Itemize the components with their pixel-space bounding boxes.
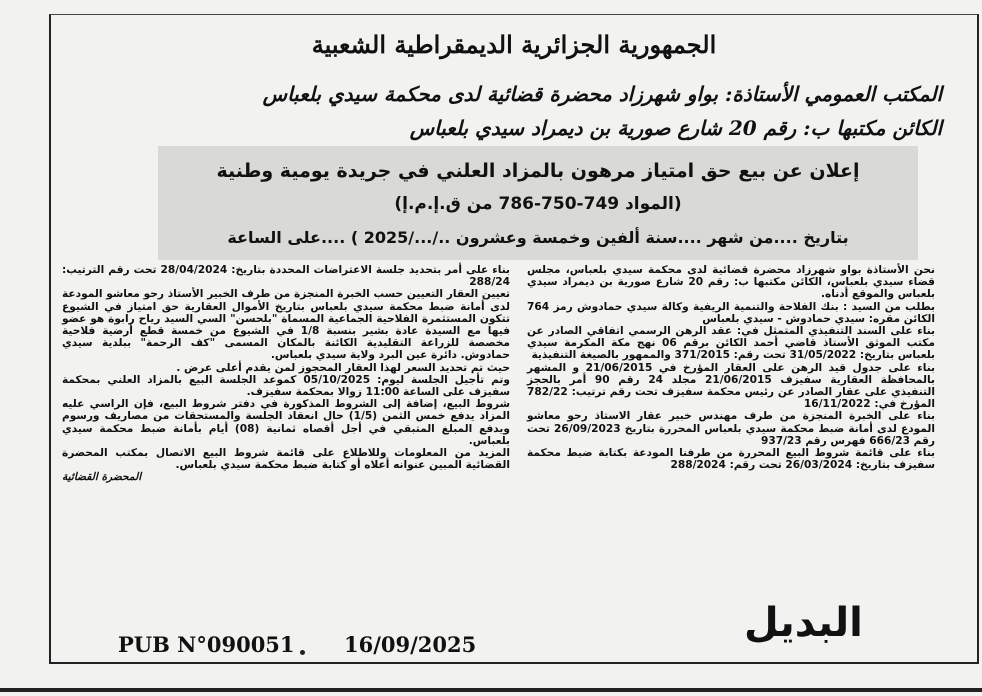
publication-date: 16/09/2025 bbox=[344, 632, 477, 657]
footer-rule bbox=[905, 662, 979, 664]
footer-rule bbox=[480, 662, 730, 664]
paragraph: بناء على السند التنفيذي المتمثل في: عقد الرهن الرسمي اتفاقي الصادر عن مكتب الموثق الأستاذ قاضي أحمد الكائن برقم 06 نهج مكة المكرمة سيدي بلعباس بتاريخ: 31/05/2022 تحت رقم: 371/2015 والممهور بالصيغة التنفيذية bbox=[527, 325, 935, 362]
notice-right-column bbox=[527, 264, 935, 471]
ad-articles: (المواد 749-750-786 من ق.إ.م.إ) bbox=[394, 194, 682, 214]
address-line: الكائن مكتبها ب: رقم 20 شارع صورية بن ديمراد سيدي بلعباس bbox=[409, 116, 942, 140]
bottom-rule bbox=[0, 688, 982, 692]
ad-title: إعلان عن بيع حق امتياز مرهون بالمزاد العلني في جريدة يومية وطنية bbox=[216, 160, 860, 182]
paragraph: بناء على قائمة شروط البيع المحررة من طرفنا المودعة بكتابة ضبط محكمة سفيزف بتاريخ: 26/03/2024 تحت رقم: 288/2024 bbox=[527, 447, 935, 472]
paragraph: بناء على أمر بتحديد جلسة الاعتراضات المحددة بتاريخ: 28/04/2024 تحت رقم الترتيب: 288/24 bbox=[62, 264, 511, 289]
paragraph: شروط البيع، إضافة إلى الشروط المذكورة في دفتر شروط البيع، فإن الراسي عليه المزاد يدفع خمس الثمن (1/5) حال انعقاد الجلسة والمستحقات من مصاريف ورسوم ويدفع المبلغ المتبقي في أجل أقصاه ثمانية (08) أيام بأمانة ضبط محكمة سيدي بلعباس. bbox=[62, 398, 510, 447]
notice-left-column bbox=[62, 264, 510, 484]
paragraph: حيث تم تحديد السعر لهذا العقار المحجوز لمن يقدم أعلى عرض . bbox=[176, 361, 510, 374]
office-line: المكتب العمومي الأستاذة: بواو شهرزاد محضرة قضائية لدى محكمة سيدي بلعباس bbox=[262, 82, 942, 106]
signature: المحضرة القضائية bbox=[62, 471, 142, 484]
paragraph: تعيين العقار التعيين حسب الخبرة المنجزة من طرف الخبير الأستاذ رحو معاشو المودعة لدى أمانة ضبط محكمة سيدي بلعباس بتاريخ الأموال العقارية حق امتياز في الشيوع تتكون المستثمرة الفلاحية الجماعية المسماة "بلحسن" السي السيد رياح رابوة هو عضو فيها مع السيدة عادة بشير بنسبة 1/8 في الشيوع من خمسة قطع أرضية فلاحية مخصصة للزراعة التقليدية الكائنة بالمكان المسمى "كف الرحمة" ببلدية سيدي حمادوش. دائرة عين البرد ولاية سيدي بلعباس. bbox=[62, 288, 511, 362]
republic-heading: الجمهورية الجزائرية الديمقراطية الشعبية bbox=[311, 30, 717, 59]
pub-number: PUB N°090051 bbox=[118, 632, 295, 657]
paragraph: بطلب من السيد : بنك الفلاحة والتنمية الريفية وكالة سيدي حمادوش رمز 764 الكائن مقره: سيدي حمادوش - سيدي بلعباس bbox=[527, 300, 935, 325]
ad-date-line: بتاريخ ....من شهر ....سنة ألفين وخمسة وعشرون ../.../2025 ) ....على الساعة bbox=[227, 228, 849, 247]
separator-dot bbox=[300, 650, 305, 655]
newspaper-name: البديل bbox=[744, 600, 863, 646]
paragraph: بناء على جدول قيد الرهن على العقار المؤرخ في 21/06/2015 و المشهر بالمحافظة العقارية سفيزف 21/06/2015 مجلد 24 رقم 90 أمر بالحجز التنفيذي على عقار الصادر عن رئيس محكمة سفيزف تحت رقم ترتيب: 782/22 المؤرخ في: 16/11/2022 bbox=[527, 361, 935, 411]
paragraph: بناء على الخبرة المنجزة من طرف مهندس خبير عقار الاستاذ رحو معاشو المودع لدى أمانة ضبط محكمة سيدي بلعباس المحررة بتاريخ 26/09/2023 تحت رقم 666/23 فهرس رقم 937/23 bbox=[527, 410, 936, 447]
paragraph: المزيد من المعلومات وللاطلاع على قائمة شروط البيع الاتصال بمكتب المحضرة القضائية المبين عنوانه أعلاه أو كتابة ضبط محكمة سيدي بلعباس. bbox=[62, 447, 510, 472]
footer-rule bbox=[49, 662, 97, 664]
paragraph: نحن الأستاذة بواو شهرزاد محضرة قضائية لدى محكمة سيدي بلعباس، مجلس قضاء سيدي بلعباس، الكائن مكتبها ب: رقم 20 شارع صورية بن ديمراد سيدي بلعباس والموقع أدناه. bbox=[527, 264, 935, 301]
paragraph: وتم تأجيل الجلسة ليوم: 05/10/2025 كموعد الجلسة البيع بالمزاد العلني بمحكمة سفيزف على الساعة 11:00 زوالا بمحكمة سفيزف. bbox=[62, 373, 510, 399]
